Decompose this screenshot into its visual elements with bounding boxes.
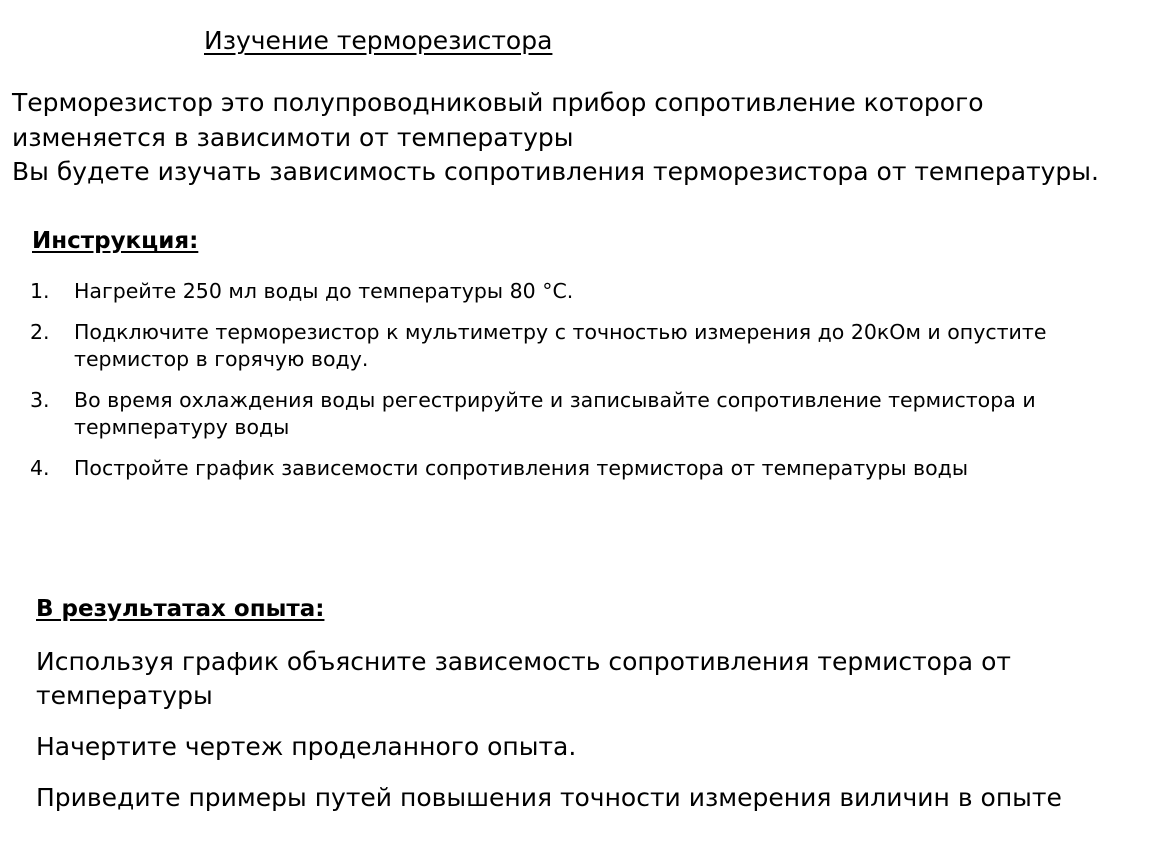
step-number: 3.: [30, 388, 50, 412]
step-text: Нагрейте 250 мл воды до температуры 80 °С.: [74, 279, 574, 303]
instruction-step: [30, 455, 1140, 482]
results-item: Используя график объясните зависемость сопротивления термистора от температуры: [36, 647, 1011, 710]
step-text: Подключите терморезистор к мультиметру с точностью измерения до 20кОм и опустите термистор в горячую воду.: [74, 320, 1047, 371]
step-text: Во время охлаждения воды регестрируйте и записывайте сопротивление термистора и термпературу воды: [74, 388, 1036, 439]
document-title: Изучение терморезистора: [204, 26, 553, 55]
step-number: 2.: [30, 320, 50, 344]
step-number: 4.: [30, 456, 50, 480]
intro-paragraph: Вы будете изучать зависимость сопротивления терморезистора от температуры.: [12, 157, 1099, 186]
results-block: [36, 645, 1126, 832]
intro-block: [12, 86, 1132, 190]
instruction-step: [30, 278, 1140, 305]
intro-paragraph: Терморезистор это полупроводниковый прибор сопротивление которого изменяется в зависимоти от температуры: [12, 88, 984, 152]
instruction-step: [30, 319, 1140, 373]
instruction-step: [30, 387, 1140, 441]
instructions-heading: Инструкция:: [32, 228, 199, 254]
results-item: Начертите чертеж проделанного опыта.: [36, 732, 577, 761]
results-item: Приведите примеры путей повышения точности измерения виличин в опыте: [36, 783, 1062, 812]
step-text: Постройте график зависемости сопротивления термистора от температуры воды: [74, 456, 969, 480]
step-number: 1.: [30, 279, 50, 303]
results-heading: В результатах опыта:: [36, 596, 325, 622]
instructions-list: [30, 278, 1140, 496]
